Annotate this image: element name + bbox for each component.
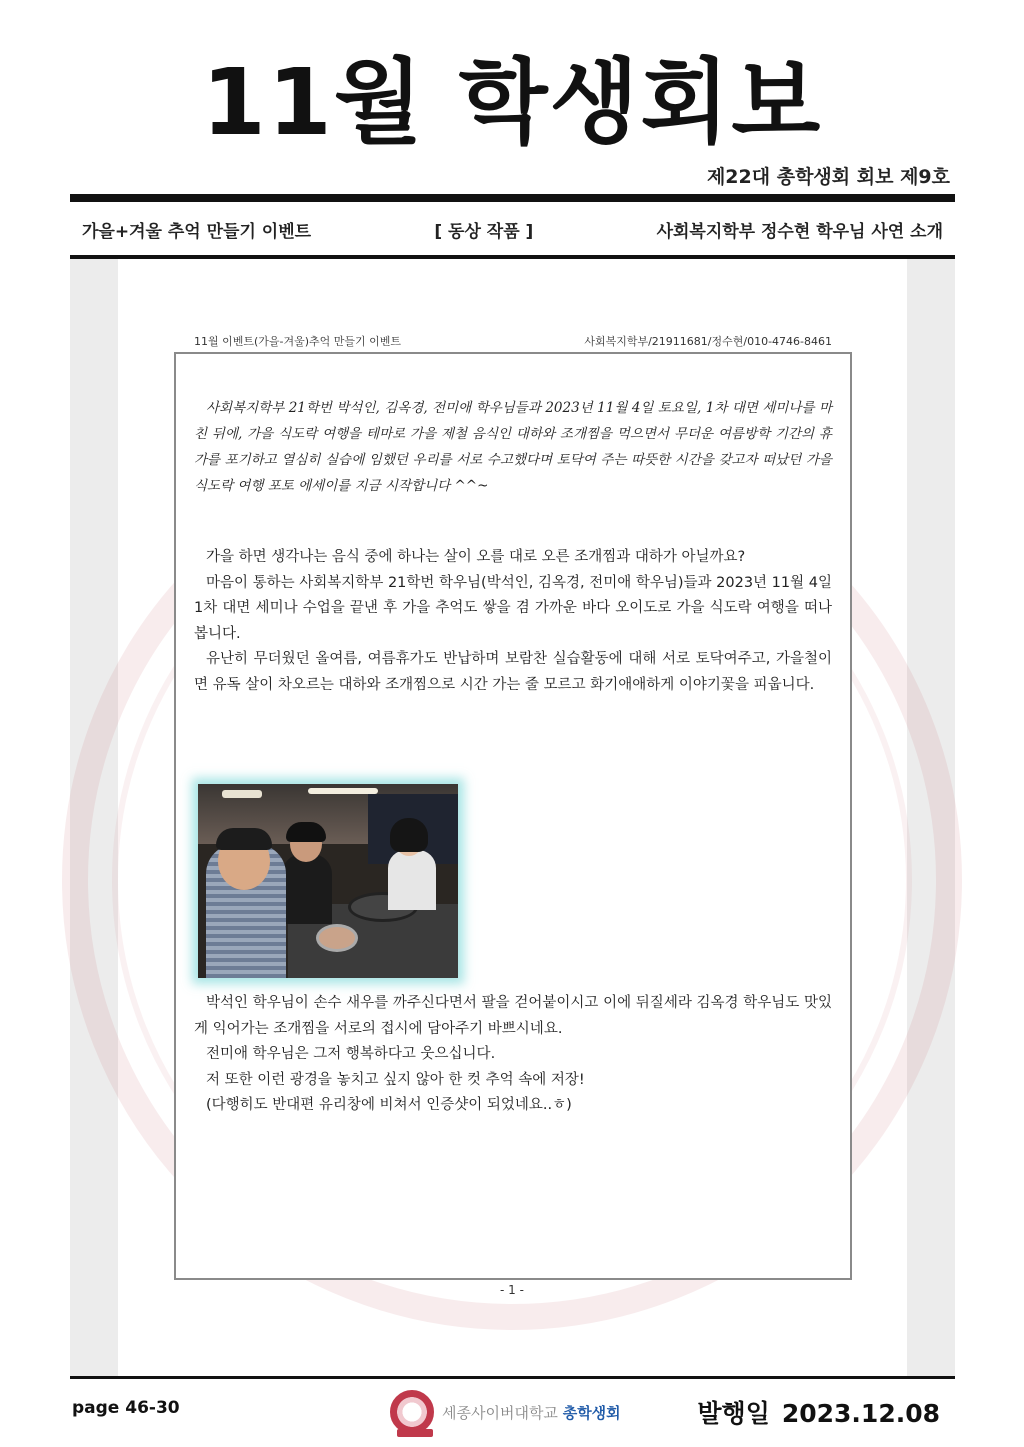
issue-label: 제22대 총학생회 회보 제9호 [706, 166, 950, 188]
university-seal-icon [390, 1390, 434, 1434]
paragraph: 마음이 통하는 사회복지학부 21학번 학우님(박석인, 김옥경, 전미애 학우님)들과 2023년 11월 4일 1차 대면 세미나 수업을 끝낸 후 가을 추억도 쌓을 겸 가까운 바다 오이도로 가을 식도락 여행을 떠나봅니다. [194, 574, 832, 642]
publication-date [697, 1394, 952, 1430]
section-rule [70, 255, 955, 259]
logo-school: 세종사이버대학교 [442, 1403, 558, 1422]
story-intro: 사회복지학부 정수현 학우님 사연 소개 [656, 221, 943, 242]
paragraph: (다행히도 반대편 유리창에 비쳐서 인증샷이 되었네요..ㅎ) [206, 1097, 572, 1113]
footer-logo [390, 1390, 621, 1434]
award-label: [ 동상 작품 ] [434, 221, 534, 242]
logo-org: 총학생회 [562, 1403, 621, 1422]
document-event-title: 11월 이벤트(가을-겨울)추억 만들기 이벤트 [194, 335, 402, 348]
document-header [194, 333, 832, 349]
paragraph: 전미애 학우님은 그저 행복하다고 웃으십니다. [206, 1046, 496, 1062]
date-value: 2023.12.08 [781, 1399, 940, 1428]
header-rule [70, 194, 955, 202]
paragraph: 저 또한 이런 광경을 놓치고 싶지 않아 한 컷 추억 속에 저장! [206, 1071, 585, 1088]
essay-body-2 [194, 991, 832, 1119]
event-name: 가을+겨울 추억 만들기 이벤트 [82, 221, 312, 242]
author-info: 사회복지학부/21911681/정수현/010-4746-8461 [584, 335, 832, 348]
newsletter-title: 11월 학생회보 [201, 49, 823, 156]
date-label: 발행일 [697, 1399, 770, 1428]
section-header [70, 214, 955, 244]
paragraph: 박석인 학우님이 손수 새우를 까주신다면서 팔을 걷어붙이시고 이에 뒤질세라 김옥경 학우님도 맛있게 익어가는 조개찜을 서로의 접시에 담아주기 바쁘시네요. [194, 995, 832, 1037]
handwritten-intro: 사회복지학부 21학번 박석인, 김옥경, 전미애 학우님들과 2023년 11월 4일 토요일, 1차 대면 세미나를 마친 뒤에, 가을 식도락 여행을 테마로 가을 제철 음식인 대하와 조개찜을 먹으면서 무더운 여름방학 기간의 휴가를 포기하고 열심히 실습에 임했던 우리를 서로 수고했다며 토닥여 주는 따뜻한 시간을 갖고자 떠났던 가을 식도락 여행 포토 에세이를 지금 시작합니다 ^^~ [194, 400, 832, 494]
document-page-number: - 1 - [500, 1283, 524, 1297]
essay-body-1 [194, 545, 832, 698]
dinner-photo [198, 784, 458, 978]
paragraph: 유난히 무더웠던 올여름, 여름휴가도 반납하며 보람찬 실습활동에 대해 서로 토닥여주고, 가을철이면 유독 살이 차오르는 대하와 조개찜으로 시간 가는 줄 모르고 화기애애하게 이야기꽃을 피웁니다. [194, 651, 832, 693]
footer-rule [70, 1376, 955, 1379]
footer-page-label: page 46-30 [72, 1398, 180, 1418]
logo-text [442, 1402, 621, 1423]
paragraph: 가을 하면 생각나는 음식 중에 하나는 살이 오를 대로 오른 조개찜과 대하가 아닐까요? [206, 549, 746, 565]
